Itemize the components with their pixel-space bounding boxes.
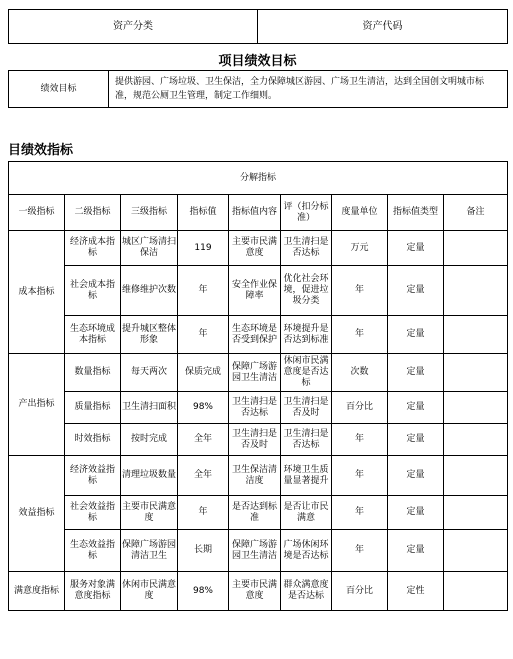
remark	[444, 354, 508, 392]
level3-indicator: 卫生清扫面积	[121, 392, 178, 424]
scoring-standard: 环境提升是否达到标准	[281, 316, 332, 354]
level1-indicator: 成本指标	[9, 231, 65, 354]
performance-goal-table	[8, 70, 508, 108]
level2-indicator: 质量指标	[65, 392, 121, 424]
measure-unit: 年	[332, 424, 388, 456]
table-row	[9, 572, 508, 611]
scoring-standard: 休闲市民满意度是否达标	[281, 354, 332, 392]
value-type: 定量	[388, 496, 444, 530]
level1-indicator: 产出指标	[9, 354, 65, 456]
remark	[444, 316, 508, 354]
indicator-value: 保质完成	[178, 354, 229, 392]
level3-indicator: 保障广场游园清洁卫生	[121, 530, 178, 572]
indicator-value: 98%	[178, 572, 229, 611]
remark	[444, 530, 508, 572]
level2-indicator: 经济成本指标	[65, 231, 121, 266]
indicator-content: 安全作业保障率	[229, 266, 281, 316]
measure-unit: 百分比	[332, 392, 388, 424]
table-row	[9, 354, 508, 392]
indicator-value: 119	[178, 231, 229, 266]
indicators-heading: 目绩效指标	[8, 143, 74, 158]
measure-unit: 年	[332, 496, 388, 530]
indicators-table	[8, 161, 508, 611]
breakdown-header: 分解指标	[9, 162, 508, 195]
value-type: 定量	[388, 266, 444, 316]
value-type: 定量	[388, 530, 444, 572]
level3-indicator: 提升城区整体形象	[121, 316, 178, 354]
column-header: 评（扣分标准）	[281, 195, 332, 231]
measure-unit: 年	[332, 456, 388, 496]
level2-indicator: 数量指标	[65, 354, 121, 392]
indicator-content: 保障广场游园卫生清洁	[229, 530, 281, 572]
level3-indicator: 每天两次	[121, 354, 178, 392]
measure-unit: 年	[332, 530, 388, 572]
scoring-standard: 卫生清扫是否及时	[281, 392, 332, 424]
indicator-value: 全年	[178, 424, 229, 456]
level3-indicator: 按时完成	[121, 424, 178, 456]
indicator-value: 全年	[178, 456, 229, 496]
value-type: 定量	[388, 392, 444, 424]
level2-indicator: 时效指标	[65, 424, 121, 456]
value-type: 定性	[388, 572, 444, 611]
indicator-content: 保障广场游园卫生清洁	[229, 354, 281, 392]
table-row	[9, 392, 508, 424]
indicator-content: 生态环境是否受到保护	[229, 316, 281, 354]
column-header-row	[9, 195, 508, 231]
measure-unit: 万元	[332, 231, 388, 266]
measure-unit: 次数	[332, 354, 388, 392]
remark	[444, 456, 508, 496]
column-header: 指标值类型	[388, 195, 444, 231]
column-header: 指标值	[178, 195, 229, 231]
remark	[444, 424, 508, 456]
asset-code-label: 资产代码	[258, 10, 508, 44]
scoring-standard: 卫生清扫是否达标	[281, 231, 332, 266]
indicator-content: 卫生清扫是否及时	[229, 424, 281, 456]
value-type: 定量	[388, 354, 444, 392]
level2-indicator: 经济效益指标	[65, 456, 121, 496]
level1-indicator: 效益指标	[9, 456, 65, 572]
table-row	[9, 424, 508, 456]
table-row	[9, 530, 508, 572]
level2-indicator: 生态效益指标	[65, 530, 121, 572]
column-header: 二级指标	[65, 195, 121, 231]
value-type: 定量	[388, 231, 444, 266]
asset-category-label: 资产分类	[9, 10, 258, 44]
measure-unit: 百分比	[332, 572, 388, 611]
level2-indicator: 生态环境成本指标	[65, 316, 121, 354]
column-header: 指标值内容	[229, 195, 281, 231]
table-row	[9, 456, 508, 496]
indicator-value: 年	[178, 266, 229, 316]
scoring-standard: 是否让市民满意	[281, 496, 332, 530]
scoring-standard: 卫生清扫是否达标	[281, 424, 332, 456]
column-header: 备注	[444, 195, 508, 231]
value-type: 定量	[388, 316, 444, 354]
measure-unit: 年	[332, 316, 388, 354]
performance-goal-label: 绩效目标	[9, 71, 109, 108]
column-header: 三级指标	[121, 195, 178, 231]
remark	[444, 392, 508, 424]
level2-indicator: 社会效益指标	[65, 496, 121, 530]
level3-indicator: 城区广场清扫保洁	[121, 231, 178, 266]
indicator-content: 卫生清扫是否达标	[229, 392, 281, 424]
table-row	[9, 496, 508, 530]
remark	[444, 266, 508, 316]
value-type: 定量	[388, 456, 444, 496]
scoring-standard: 优化社会环境，促进垃圾分类	[281, 266, 332, 316]
level3-indicator: 主要市民满意度	[121, 496, 178, 530]
table-row	[9, 231, 508, 266]
value-type: 定量	[388, 424, 444, 456]
performance-goal-title: 项目绩效目标	[218, 54, 297, 69]
level1-indicator: 满意度指标	[9, 572, 65, 611]
scoring-standard: 环境卫生质量显著提升	[281, 456, 332, 496]
table-row	[9, 316, 508, 354]
column-header: 一级指标	[9, 195, 65, 231]
asset-table	[8, 9, 508, 44]
indicator-content: 卫生保洁清洁度	[229, 456, 281, 496]
indicator-value: 年	[178, 496, 229, 530]
scoring-standard: 群众满意度是否达标	[281, 572, 332, 611]
remark	[444, 231, 508, 266]
level2-indicator: 服务对象满意度指标	[65, 572, 121, 611]
indicator-content: 主要市民满意度	[229, 231, 281, 266]
measure-unit: 年	[332, 266, 388, 316]
remark	[444, 572, 508, 611]
indicator-value: 长期	[178, 530, 229, 572]
column-header: 度量单位	[332, 195, 388, 231]
level3-indicator: 清理垃圾数量	[121, 456, 178, 496]
indicator-content: 主要市民满意度	[229, 572, 281, 611]
scoring-standard: 广场休闲环境是否达标	[281, 530, 332, 572]
level3-indicator: 休闲市民满意度	[121, 572, 178, 611]
level2-indicator: 社会成本指标	[65, 266, 121, 316]
indicator-content: 是否达到标准	[229, 496, 281, 530]
indicator-value: 年	[178, 316, 229, 354]
indicator-value: 98%	[178, 392, 229, 424]
table-row	[9, 266, 508, 316]
level3-indicator: 维修维护次数	[121, 266, 178, 316]
remark	[444, 496, 508, 530]
performance-goal-text: 提供游园、广场垃圾、卫生保洁，全力保障城区游园、广场卫生清洁，达到全国创文明城市标准，规范公厕卫生管理，制定工作细则。	[109, 71, 508, 108]
